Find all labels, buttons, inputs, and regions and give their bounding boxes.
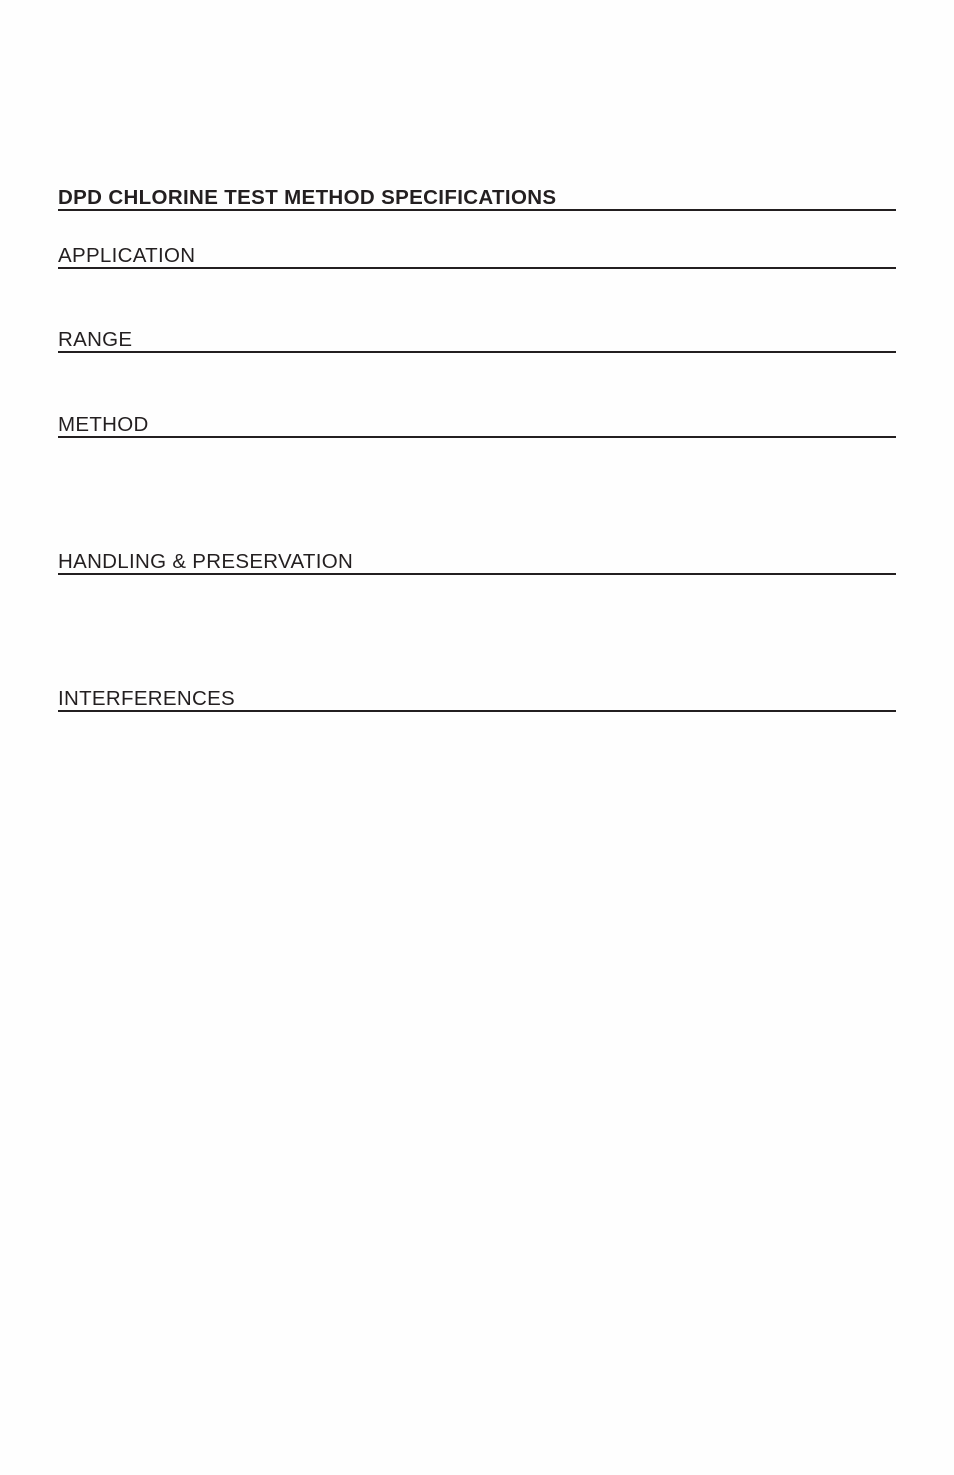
document-page xyxy=(58,0,896,1475)
document-title-row xyxy=(58,183,896,211)
section-method xyxy=(58,410,896,438)
section-range xyxy=(58,325,896,353)
section-application xyxy=(58,241,896,269)
section-heading-range: RANGE xyxy=(58,327,133,351)
section-interferences xyxy=(58,684,896,712)
section-handling-preservation xyxy=(58,547,896,575)
section-heading-interferences: INTERFERENCES xyxy=(58,686,236,710)
section-heading-application: APPLICATION xyxy=(58,243,196,267)
document-title: DPD CHLORINE TEST METHOD SPECIFICATIONS xyxy=(58,185,557,209)
section-heading-method: METHOD xyxy=(58,412,149,436)
section-heading-handling-preservation: HANDLING & PRESERVATION xyxy=(58,549,354,573)
